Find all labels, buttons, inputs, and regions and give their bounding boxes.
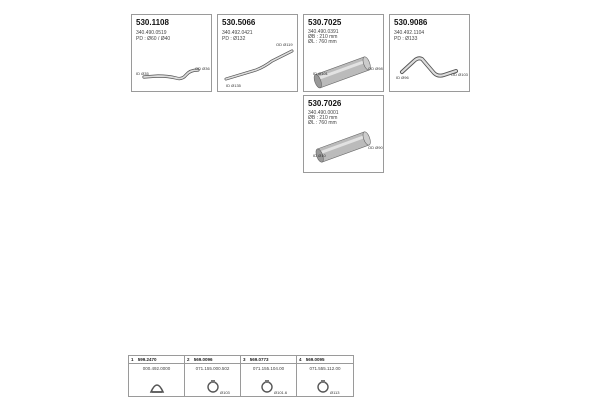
pipe-outlet-label: OD Ø119 — [276, 42, 293, 47]
accessory-number: 071.155.000.502 — [195, 366, 230, 371]
part-number: 340.492.0421 — [222, 30, 253, 36]
exhaust-pipe-drawing — [132, 15, 213, 93]
pipe-inlet-label: ID Ø35 — [136, 71, 149, 76]
accessory-cell[interactable] — [296, 355, 354, 397]
accessory-number: 071.555.112.00 — [309, 366, 341, 371]
accessory-cell[interactable] — [184, 355, 241, 397]
part-detail: PD : Ø133 — [394, 36, 418, 42]
pipe-inlet-label: ID Ø10 — [313, 153, 326, 158]
part-code: 530.7025 — [308, 18, 342, 27]
pipe-outlet-label: OD Ø90 — [368, 145, 383, 150]
exhaust-pipe-drawing — [218, 15, 299, 93]
part-code: 530.5066 — [222, 18, 256, 27]
accessory-index: 2 — [187, 357, 190, 362]
muffler-drawing — [304, 15, 385, 93]
exhaust-pipe-drawing — [390, 15, 471, 93]
accessory-index: 3 — [243, 357, 246, 362]
accessory-strip — [128, 355, 354, 397]
pipe-inlet-label: ID Ø96 — [396, 75, 409, 80]
clamp-size-label: Ø113 — [330, 390, 340, 395]
part-number: 340.492.1104 — [394, 30, 425, 36]
part-number: 340.490.0519 — [136, 30, 167, 36]
accessory-code: 569.0096 — [193, 357, 213, 362]
part-card-530-9086[interactable] — [389, 14, 470, 92]
part-code: 530.1108 — [136, 18, 169, 27]
part-code: 530.9086 — [394, 18, 428, 27]
part-card-530-1108[interactable] — [131, 14, 212, 92]
accessory-number: 071.155.104.00 — [252, 366, 285, 371]
muffler-drawing — [304, 96, 385, 174]
pipe-outlet-label: OD Ø98 — [368, 66, 383, 71]
clamp-icon — [241, 356, 298, 398]
gasket-icon — [129, 356, 186, 398]
part-detail: PD : Ø132 — [222, 36, 246, 42]
accessory-index: 1 — [131, 357, 134, 362]
part-number: 340.490.0391 — [308, 29, 339, 35]
accessory-cell[interactable] — [240, 355, 297, 397]
part-card-530-7026[interactable] — [303, 95, 384, 173]
clamp-size-label: Ø103 — [220, 390, 230, 395]
part-detail: PD : Ø60 / Ø40 — [136, 36, 171, 42]
clamp-icon — [185, 356, 242, 398]
accessory-code: 569.0095 — [305, 357, 325, 362]
part-number: 340.490.0001 — [308, 110, 339, 116]
part-detail: ØL : 760 mm — [308, 39, 337, 45]
accessory-code: 599.2470 — [137, 357, 157, 362]
part-detail: ØB : 210 mm — [308, 34, 338, 40]
part-code: 530.7026 — [308, 99, 342, 108]
pipe-outlet-label: OD Ø103 — [451, 72, 468, 77]
part-card-530-7025[interactable] — [303, 14, 384, 92]
accessory-code: 569.0773 — [249, 357, 269, 362]
accessory-cell[interactable] — [128, 355, 185, 397]
part-detail: ØL : 760 mm — [308, 120, 337, 126]
part-card-530-5066[interactable] — [217, 14, 298, 92]
pipe-inlet-label: ID Ø101 — [313, 71, 328, 76]
part-detail: ØB : 210 mm — [308, 115, 338, 121]
accessory-index: 4 — [299, 357, 302, 362]
accessory-number: 000.492.0000 — [142, 366, 171, 371]
clamp-icon — [297, 356, 355, 398]
pipe-inlet-label: ID Ø135 — [226, 83, 241, 88]
clamp-size-label: Ø101.6 — [274, 390, 288, 395]
pipe-outlet-label: OD Ø36 — [195, 66, 210, 71]
